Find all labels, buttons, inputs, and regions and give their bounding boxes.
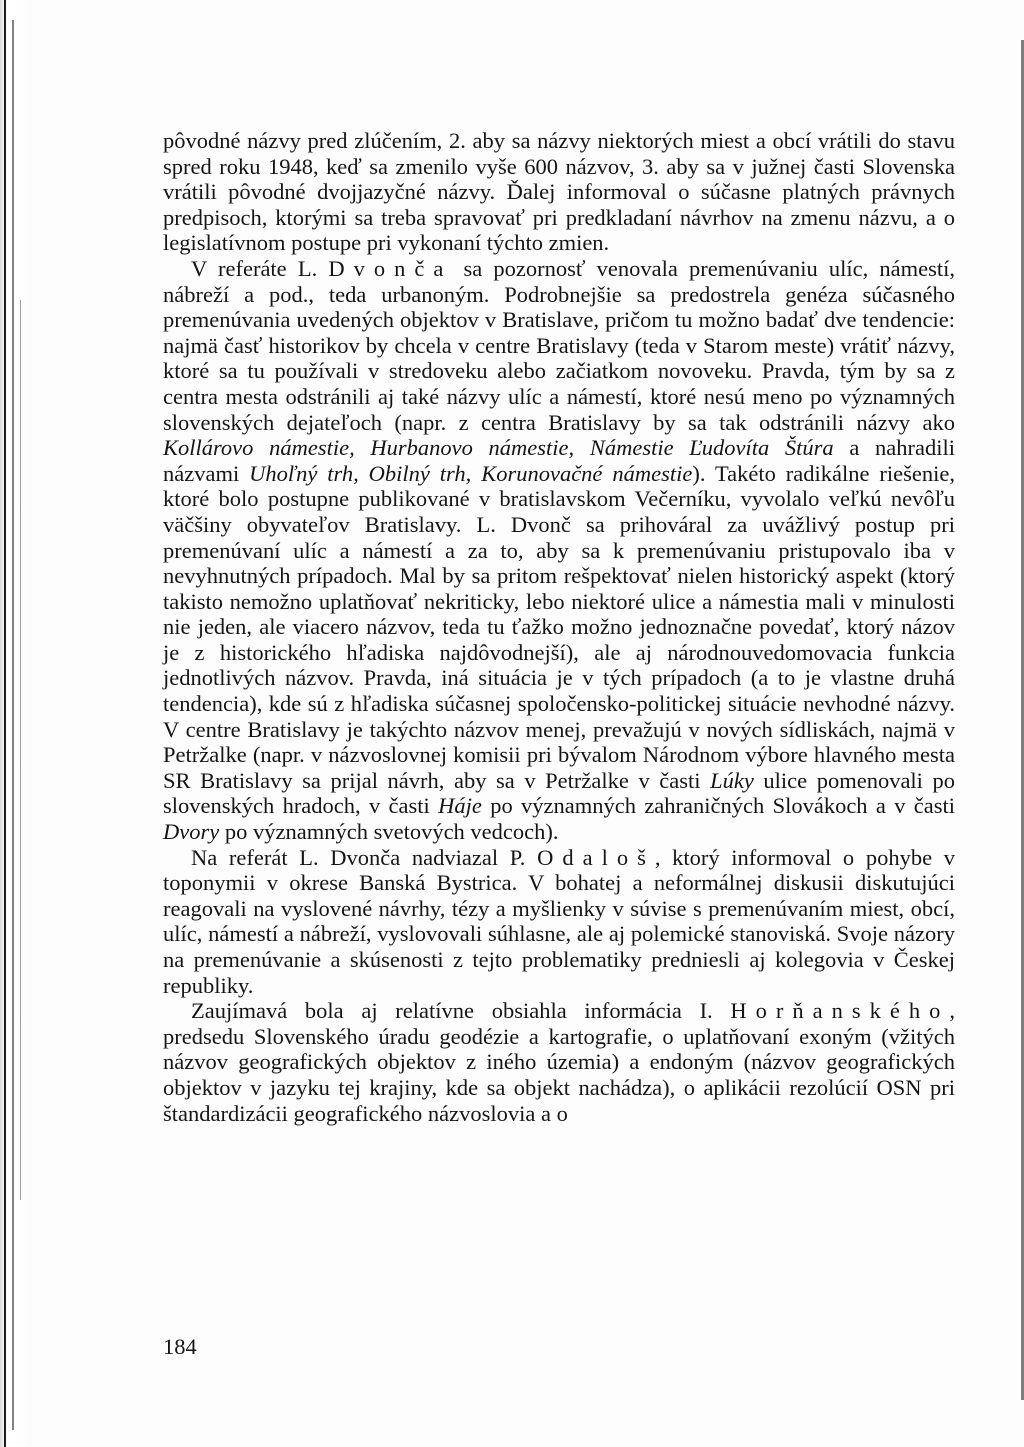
text-run: pôvodné názvy pred zlúčením, 2. aby sa názvy niektorých miest a obcí vrátili do stavu spred roku 1948, keď sa zmenilo vyše 600 názvov, 3. aby sa v južnej časti Slovenska vrátili pôvodné dvojjazyčné názvy. Ďalej informoval o súčasne platných právnych predpisoch, ktorými sa treba spravovať pri predkladaní návrhov na zmenu názvu, a o legislatívnom postupe pri vykonaní týchto zmien.: [163, 128, 955, 256]
text-run: ulice pomenovali po slovenských hradoch, v časti: [163, 767, 956, 819]
italic-name: Háje: [438, 793, 482, 819]
page-number: 184: [163, 1334, 197, 1359]
italic-name: Kollárovo námestie, Hurbanovo námestie, Námestie Ľudovíta Štúra: [163, 435, 834, 461]
text-run: ). Takéto radikálne riešenie, ktoré bolo postupne publikované v bratislavskom Večerníku, vyvolalo veľkú nevôľu väčšiny obyvateľov Bratislavy. L. Dvonč sa prihováral za uvážlivý postup pri premenúvaní ulíc a námestí a za to, aby sa k premenúvaniu pristupovalo iba v nevyhnutných prípadoch. Mal by sa pritom rešpektovať nielen historický aspekt (ktorý takisto nemožno uplatňovať nekriticky, lebo niektoré ulice a námestia mali v minulosti nie jeden, ale viacero názvov, teda tu ťažko možno jednoznačne povedať, ktorý názov je z historického hľadiska najdôvodnejší), ale aj národnouvedomovacia funkcia jednotlivých názvov. Pravda, iná situácia je v tých prípadoch (a to je vlastne druhá tendencia), kde sú z hľadiska súčasnej spoločensko-politickej situácie nevhodné názvy. V centre Bratislavy je takýchto názvov menej, prevažujú v nových sídliskách, najmä v Petržalke (napr. v názvoslovnej komisii pri bývalom Národnom výbore hlavného mesta SR Bratislavy sa prijal návrh, aby sa v Petržalke v časti: [163, 460, 955, 793]
italic-name: Dvory: [163, 819, 220, 845]
body-text: [163, 128, 955, 1126]
text-run: Na referát L. Dvonča nadviazal P.: [191, 844, 538, 870]
scan-shadow-line: [4, 0, 6, 1447]
paragraph: [163, 998, 955, 1126]
paragraph: [163, 256, 955, 845]
spaced-author-name: Horňanského: [730, 998, 950, 1024]
spaced-author-name: Dvonča: [328, 255, 453, 281]
italic-name: Uhoľný trh, Obilný trh, Korunovačné námestie: [249, 460, 693, 486]
text-run: a nahradili názvami: [163, 435, 955, 486]
text-run: po významných svetových vedcoch).: [219, 819, 559, 845]
scan-shadow-line: [20, 300, 21, 1200]
text-run: , predsedu Slovenského úradu geodézie a kartografie, o uplatňovaní exoným (vžitých názvov geografických objektov z iného územia) a endoným (názvov geografických objektov v jazyku tej krajiny, kde sa objekt nachádza), o aplikácii rezolúcií OSN pri štandardizácii geografického názvoslovia a o: [163, 998, 955, 1126]
text-run: po významných zahraničných Slovákoch a v časti: [481, 793, 956, 819]
scan-shadow-line: [12, 20, 14, 1430]
italic-name: Lúky: [710, 767, 754, 793]
text-run: V referáte L.: [191, 255, 329, 281]
paragraph: [163, 128, 955, 256]
text-run: Zaujímavá bola aj relatívne obsiahla informácia I.: [191, 998, 731, 1024]
text-run: sa pozornosť venovala premenúvaniu ulíc, námestí, nábreží a pod., teda urbanoným. Podrobnejšie sa predostrela genéza súčasného premenúvania uvedených objektov v Bratislave, pričom tu možno badať dve tendencie: najmä časť historikov by chcela v centre Bratislavy (teda v Starom meste) vrátiť názvy, ktoré sa tu používali v stredoveku alebo začiatkom novoveku. Pravda, tým by sa z centra mesta odstránili aj také názvy ulíc a námestí, ktoré nesú meno po významných slovenských dejateľoch (napr. z centra Bratislavy by sa tak odstránili názvy ako: [163, 255, 955, 435]
spaced-author-name: Odaloš: [537, 844, 655, 870]
paragraph: [163, 845, 955, 999]
scan-edge-left: [0, 0, 32, 1447]
text-run: , ktorý informoval o pohybe v toponymii v okrese Banská Bystrica. V bohatej a neformálnej diskusii diskutujúci reagovali na vyslovené návrhy, tézy a myšlienky v súvise s premenúvaním miest, obcí, ulíc, námestí a nábreží, vyslovovali súhlasne, ale aj polemické stanoviská. Svoje názory na premenúvanie a skúsenosti z tejto problematiky predniesli aj kolegovia v Českej republiky.: [163, 844, 955, 998]
